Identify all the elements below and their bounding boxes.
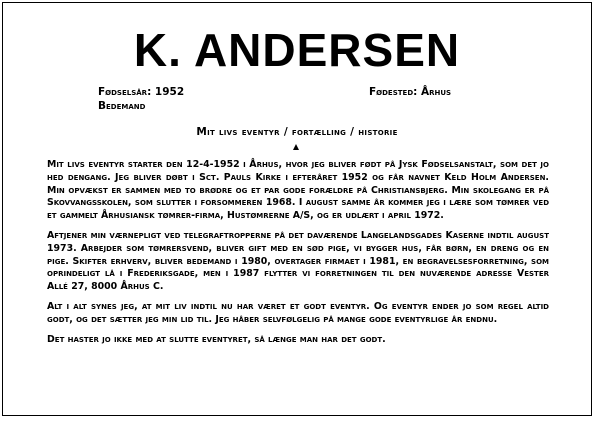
paragraph: Mit livs eventyr starter den 12-4-1952 i Århus, hvor jeg bliver født på Jysk Fødselsanstalt, som det jo hed dengang. Jeg bliver døbt i Sct. Pauls Kirke i efteråret 1952 og får navnet Keld Holm Andersen. Min opvækst er sammen med to brødre og et par gode forældre på Christiansbjerg. Min skolegang er på Skovvangsskolen, som slutter i forsommeren 1968. I august samme år kommer jeg i lære som tømrer ved et gammelt Århusiansk tømrer-firma, Hustømrerne A/S, og er udlært i april 1972.: [47, 159, 549, 222]
story-body: [47, 159, 549, 353]
paragraph: Det haster jo ikke med at slutte eventyret, så længe man har det godt.: [47, 333, 386, 345]
paragraph: Aftjener min værnepligt ved telegraftropperne på det daværende Langelandsgades Kaserne indtil august 1973. Arbejder som tømrersvend, bliver gift med en sød pige, vi bygger hus, får børn, en dreng og en pige. Skifter erhverv, bliver bedemand i 1980, overtager firmaet i 1981, en begravelsesforretning, som oprindeligt lå i Frederiksgade, men i 1987 flytter vi forretningen til den nuværende adresse Vester Allé 27, 8000 Århus C.: [47, 229, 549, 293]
occupation: Bedemand: [98, 100, 146, 112]
person-name: K. ANDERSEN: [133, 24, 461, 76]
birthplace: Fødested: Århus: [369, 86, 452, 98]
birth-year: Fødselsår: 1952: [98, 86, 185, 98]
triangle-ornament-icon: [293, 144, 299, 150]
paragraph: Alt i alt synes jeg, at mit liv indtil nu har været et godt eventyr. Og eventyr ender jo som regel altid godt, og det sætter jeg min lid til. Jeg håber selvfølgelig på mange gode eventyrlige år endnu.: [47, 300, 549, 325]
meta-left: [98, 85, 184, 113]
document-page: [2, 2, 592, 416]
document-subtitle: Mit livs eventyr / fortælling / historie: [196, 126, 398, 138]
